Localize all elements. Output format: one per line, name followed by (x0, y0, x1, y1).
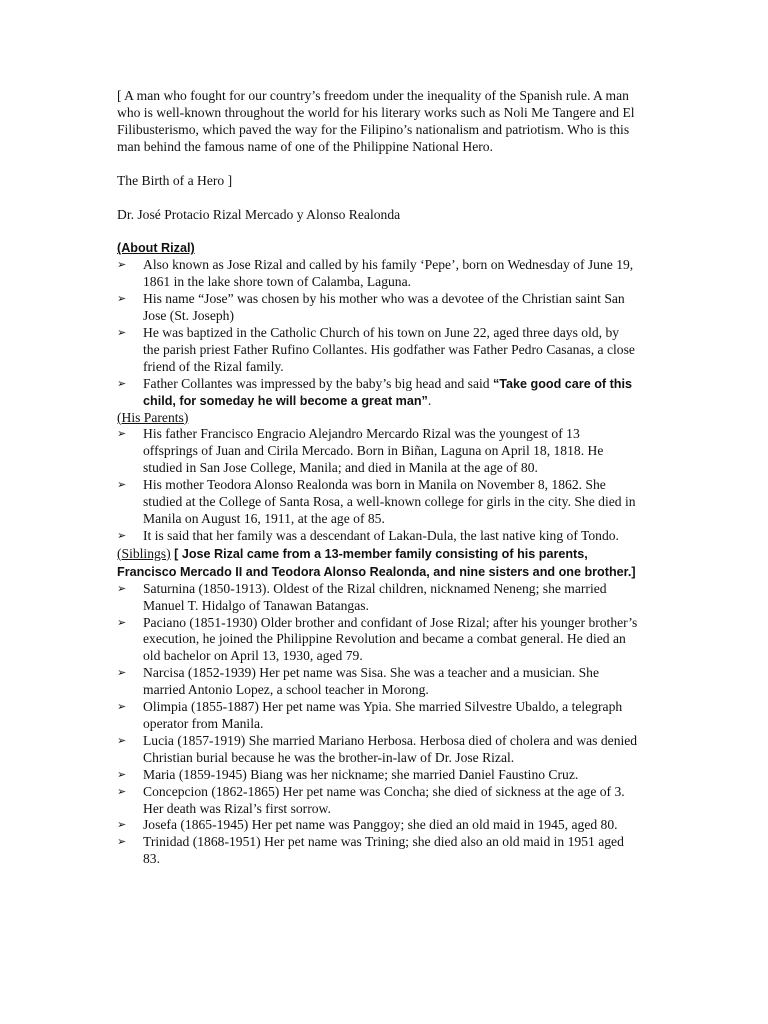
list-item-text: Trinidad (1868-1951) Her pet name was Trining; she died also an old maid in 1951 aged 83. (143, 834, 624, 867)
arrow-bullet-icon: ➢ (117, 767, 127, 781)
list-item-text: It is said that her family was a descendant of Lakan-Dula, the last native king of Tondo. (143, 527, 619, 543)
list-item-text: Lucia (1857-1919) She married Mariano Herbosa. Herbosa died of cholera and was denied Christian burial because he was the brother-in-law of Dr. Jose Rizal. (143, 732, 638, 765)
arrow-bullet-icon: ➢ (117, 581, 127, 595)
arrow-bullet-icon: ➢ (117, 835, 127, 849)
spacer (117, 156, 638, 173)
list-item-text: His father Francisco Engracio Alejandro Mercardo Rizal was the youngest of 13 offsprings of Juan and Cirila Mercado. Born in Biñan, Laguna on April 18, 1818. He studied in San Jose College, Manila; and died in Manila at the age of 80. (143, 426, 604, 476)
arrow-bullet-icon: ➢ (117, 478, 127, 492)
list-item-text: His mother Teodora Alonso Realonda was born in Manila on November 8, 1862. She studied at the College of Santa Rosa, a well-known college for girls in the city. She died in Manila on August 16, 1911, at the age of 85. (143, 477, 636, 526)
arrow-bullet-icon: ➢ (117, 528, 127, 542)
list-item (117, 784, 638, 818)
list-item-text: He was baptized in the Catholic Church of his town on June 22, aged three days old, by the parish priest Father Rufino Collantes. His godfather was Father Pedro Casanas, a close friend of the Rizal family. (143, 324, 635, 374)
list-item (117, 477, 638, 528)
list-item (117, 581, 638, 615)
list-item (117, 767, 638, 784)
about-heading: (About Rizal) (117, 241, 195, 256)
parents-heading: (His Parents) (117, 409, 189, 425)
siblings-heading: (Siblings) (117, 545, 171, 561)
arrow-bullet-icon: ➢ (117, 427, 127, 441)
list-item (117, 615, 638, 666)
full-name: Dr. José Protacio Rizal Mercado y Alonso Realonda (117, 206, 401, 222)
arrow-bullet-icon: ➢ (117, 818, 127, 832)
list-item (117, 325, 638, 376)
arrow-bullet-icon: ➢ (117, 666, 127, 680)
list-item-text: Olimpia (1855-1887) Her pet name was Ypia. She married Silvestre Ubaldo, a telegraph operator from Manila. (143, 699, 623, 731)
spacer (117, 190, 638, 207)
list-item-text: Josefa (1865-1945) Her pet name was Panggoy; she died an old maid in 1945, aged 80. (143, 817, 618, 833)
arrow-bullet-icon: ➢ (117, 325, 127, 339)
list-item (117, 733, 638, 767)
list-item-text: Maria (1859-1945) Biang was her nickname; she married Daniel Faustino Cruz. (143, 766, 579, 782)
birth-heading: The Birth of a Hero ] (117, 172, 233, 188)
list-item (117, 291, 638, 325)
list-item-text: His name “Jose” was chosen by his mother who was a devotee of the Christian saint San Jose (St. Joseph) (143, 291, 625, 324)
list-item-text: Paciano (1851-1930) Older brother and confidant of Jose Rizal; after his younger brother’s execution, he joined the Philippine Revolution and became a combat general. He died an old bachelor on April 13, 1930, aged 79. (143, 614, 638, 664)
list-item (117, 699, 638, 733)
intro-paragraph: [ A man who fought for our country’s freedom under the inequality of the Spanish rule. A man who is well-known throughout the world for his literary works such as Noli Me Tangere and El Filibusterismo, which paved the way for the Filipino’s nationalism and patriotism. Who is this man behind the famous name of one of the Philippine National Hero. (117, 88, 635, 154)
arrow-bullet-icon: ➢ (117, 615, 127, 629)
arrow-bullet-icon: ➢ (117, 700, 127, 714)
parents-list (117, 426, 638, 544)
list-item (117, 528, 638, 545)
about-list (117, 257, 638, 409)
siblings-note: [ Jose Rizal came from a 13-member family consisting of his parents, Francisco Mercado II and Teodora Alonso Realonda, and nine sisters and one brother.] (117, 546, 636, 579)
list-item-text: Narcisa (1852-1939) Her pet name was Sisa. She was a teacher and a musician. She married Antonio Lopez, a school teacher in Morong. (143, 665, 599, 698)
arrow-bullet-icon: ➢ (117, 376, 127, 390)
list-item (117, 257, 638, 291)
list-item (117, 376, 638, 410)
arrow-bullet-icon: ➢ (117, 733, 127, 747)
list-item-text: Also known as Jose Rizal and called by his family ‘Pepe’, born on Wednesday of June 19, 1861 in the lake shore town of Calamba, Laguna. (143, 257, 634, 290)
arrow-bullet-icon: ➢ (117, 784, 127, 798)
siblings-list (117, 581, 638, 868)
list-item-text: Concepcion (1862-1865) Her pet name was Concha; she died of sickness at the age of 3. Her death was Rizal’s first sorrow. (143, 783, 625, 816)
list-item (117, 834, 638, 868)
arrow-bullet-icon: ➢ (117, 258, 127, 272)
list-item-text: Father Collantes was impressed by the baby’s big head and said (143, 375, 493, 391)
list-item (117, 426, 638, 477)
arrow-bullet-icon: ➢ (117, 292, 127, 306)
list-item (117, 817, 638, 834)
list-item-text: Saturnina (1850-1913). Oldest of the Rizal children, nicknamed Neneng; she married Manuel T. Hidalgo of Tanawan Batangas. (143, 580, 607, 613)
famous-quote: “Take good care of this child, for someday he will become a great man” (143, 376, 632, 408)
list-item (117, 665, 638, 699)
spacer (117, 223, 638, 240)
siblings-intro (117, 545, 638, 581)
list-item-end: . (427, 392, 432, 408)
